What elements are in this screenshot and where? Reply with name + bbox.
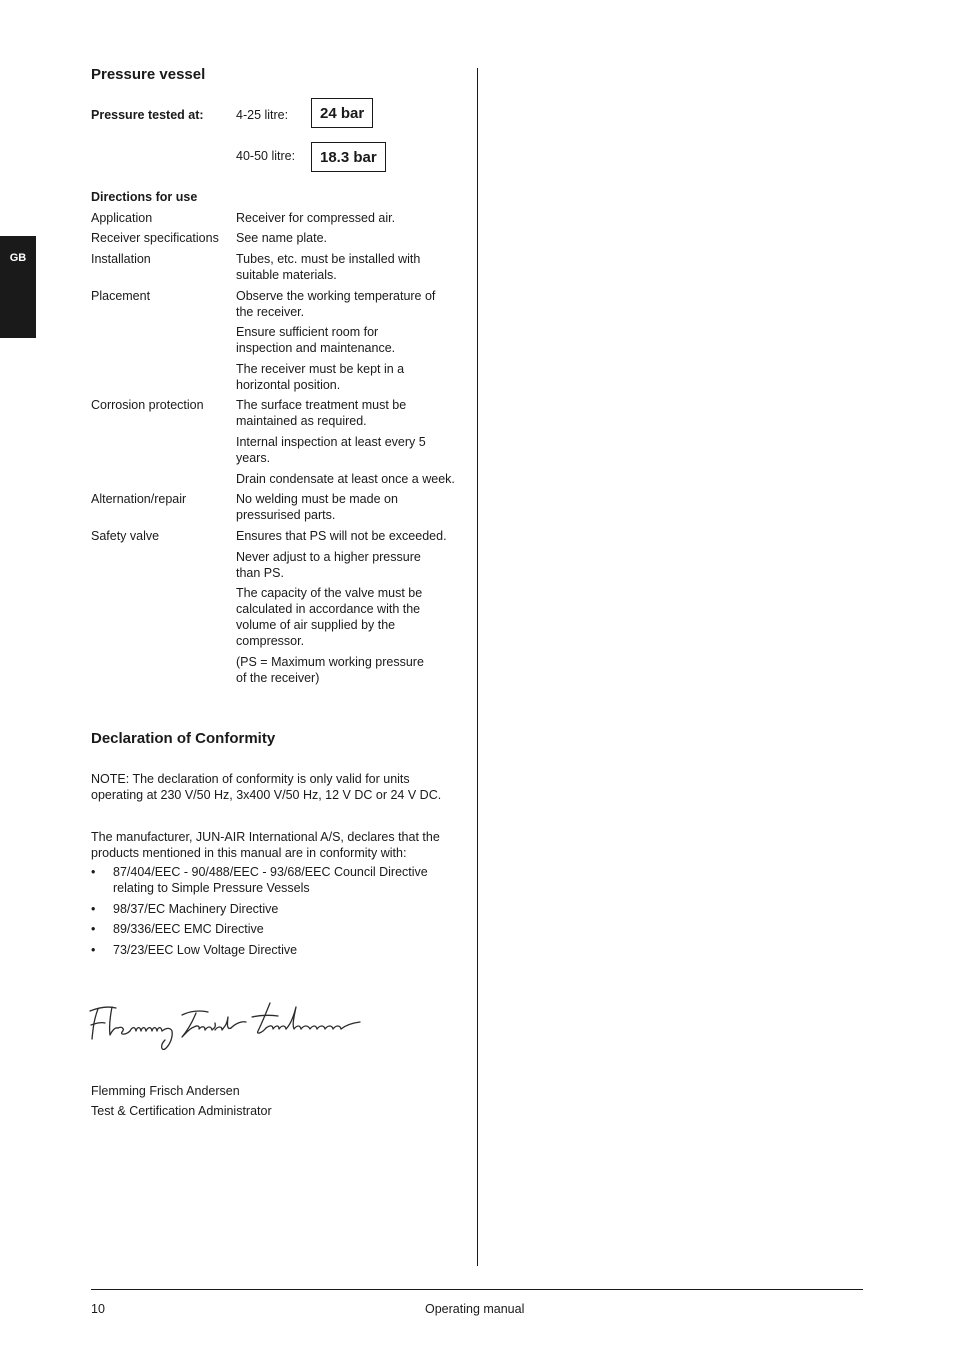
directive-list (91, 864, 461, 962)
directions-heading: Directions for use (91, 190, 198, 204)
declaration-intro: The manufacturer, JUN-AIR International A/S, declares that the products mentioned in this manual are in conformity with: (91, 830, 440, 860)
test-pressure-box-1: 24 bar (311, 98, 373, 128)
directions-row-text: Never adjust to a higher pressure than PS. (236, 550, 421, 580)
test-size-2: 40-50 litre: (236, 149, 296, 163)
directions-row-label: Placement (91, 289, 151, 303)
signer-name: Flemming Frisch Andersen (91, 1084, 240, 1098)
directions-row-text: Ensure sufficient room for inspection and maintenance. (236, 325, 396, 355)
directions-row-text: Receiver for compressed air. (236, 211, 396, 225)
test-size-1: 4-25 litre: (236, 108, 289, 122)
directions-row-text: The capacity of the valve must be calculated in accordance with the volume of air supplied by the compressor. (236, 586, 423, 648)
language-tab (0, 236, 36, 338)
page-number: 10 (91, 1302, 105, 1316)
directions-row-label: Application (91, 211, 153, 225)
directions-row-text: The receiver must be kept in a horizontal position. (236, 362, 405, 392)
pressure-tested-label: Pressure tested at: (91, 108, 204, 122)
signer-title: Test & Certification Administrator (91, 1104, 272, 1118)
directions-row-text: (PS = Maximum working pressure of the receiver) (236, 655, 424, 685)
footer-doc-title: Operating manual (425, 1302, 525, 1316)
directions-row-label: Receiver specifications (91, 231, 219, 245)
directive-item: • 73/23/EEC Low Voltage Directive (91, 942, 461, 958)
footer-rule (91, 1289, 863, 1290)
directions-row-text: Observe the working temperature of the receiver. (236, 289, 436, 319)
directions-row-text: No welding must be made on pressurised parts. (236, 492, 398, 522)
directions-row-text: Ensures that PS will not be exceeded. (236, 529, 447, 543)
directions-row-text: Tubes, etc. must be installed with suitable materials. (236, 252, 421, 282)
directive-item: • 89/336/EEC EMC Directive (91, 921, 461, 937)
directions-row-label: Alternation/repair (91, 492, 187, 506)
directions-row-label: Installation (91, 252, 151, 266)
directions-row-text: Drain condensate at least once a week. (236, 472, 455, 486)
directions-row-text: Internal inspection at least every 5 years. (236, 435, 426, 465)
language-tab-label: GB (9, 252, 27, 264)
column-divider (477, 68, 478, 1266)
declaration-note: NOTE: The declaration of conformity is only valid for units operating at 230 V/50 Hz, 3x400 V/50 Hz, 12 V DC or 24 V DC. (91, 772, 442, 802)
directions-row-label: Safety valve (91, 529, 160, 543)
directive-item: • 87/404/EEC - 90/488/EEC - 93/68/EEC Council Directive relating to Simple Pressure Vessels (91, 864, 461, 896)
test-pressure-box-2: 18.3 bar (311, 142, 386, 172)
signature-image (86, 995, 371, 1055)
directions-row-text: See name plate. (236, 231, 328, 245)
pressure-vessel-title: Pressure vessel (91, 66, 206, 83)
directive-item: • 98/37/EC Machinery Directive (91, 901, 461, 917)
declaration-title: Declaration of Conformity (91, 730, 276, 747)
directions-row-label: Corrosion protection (91, 398, 204, 412)
directions-row-text: The surface treatment must be maintained as required. (236, 398, 407, 428)
